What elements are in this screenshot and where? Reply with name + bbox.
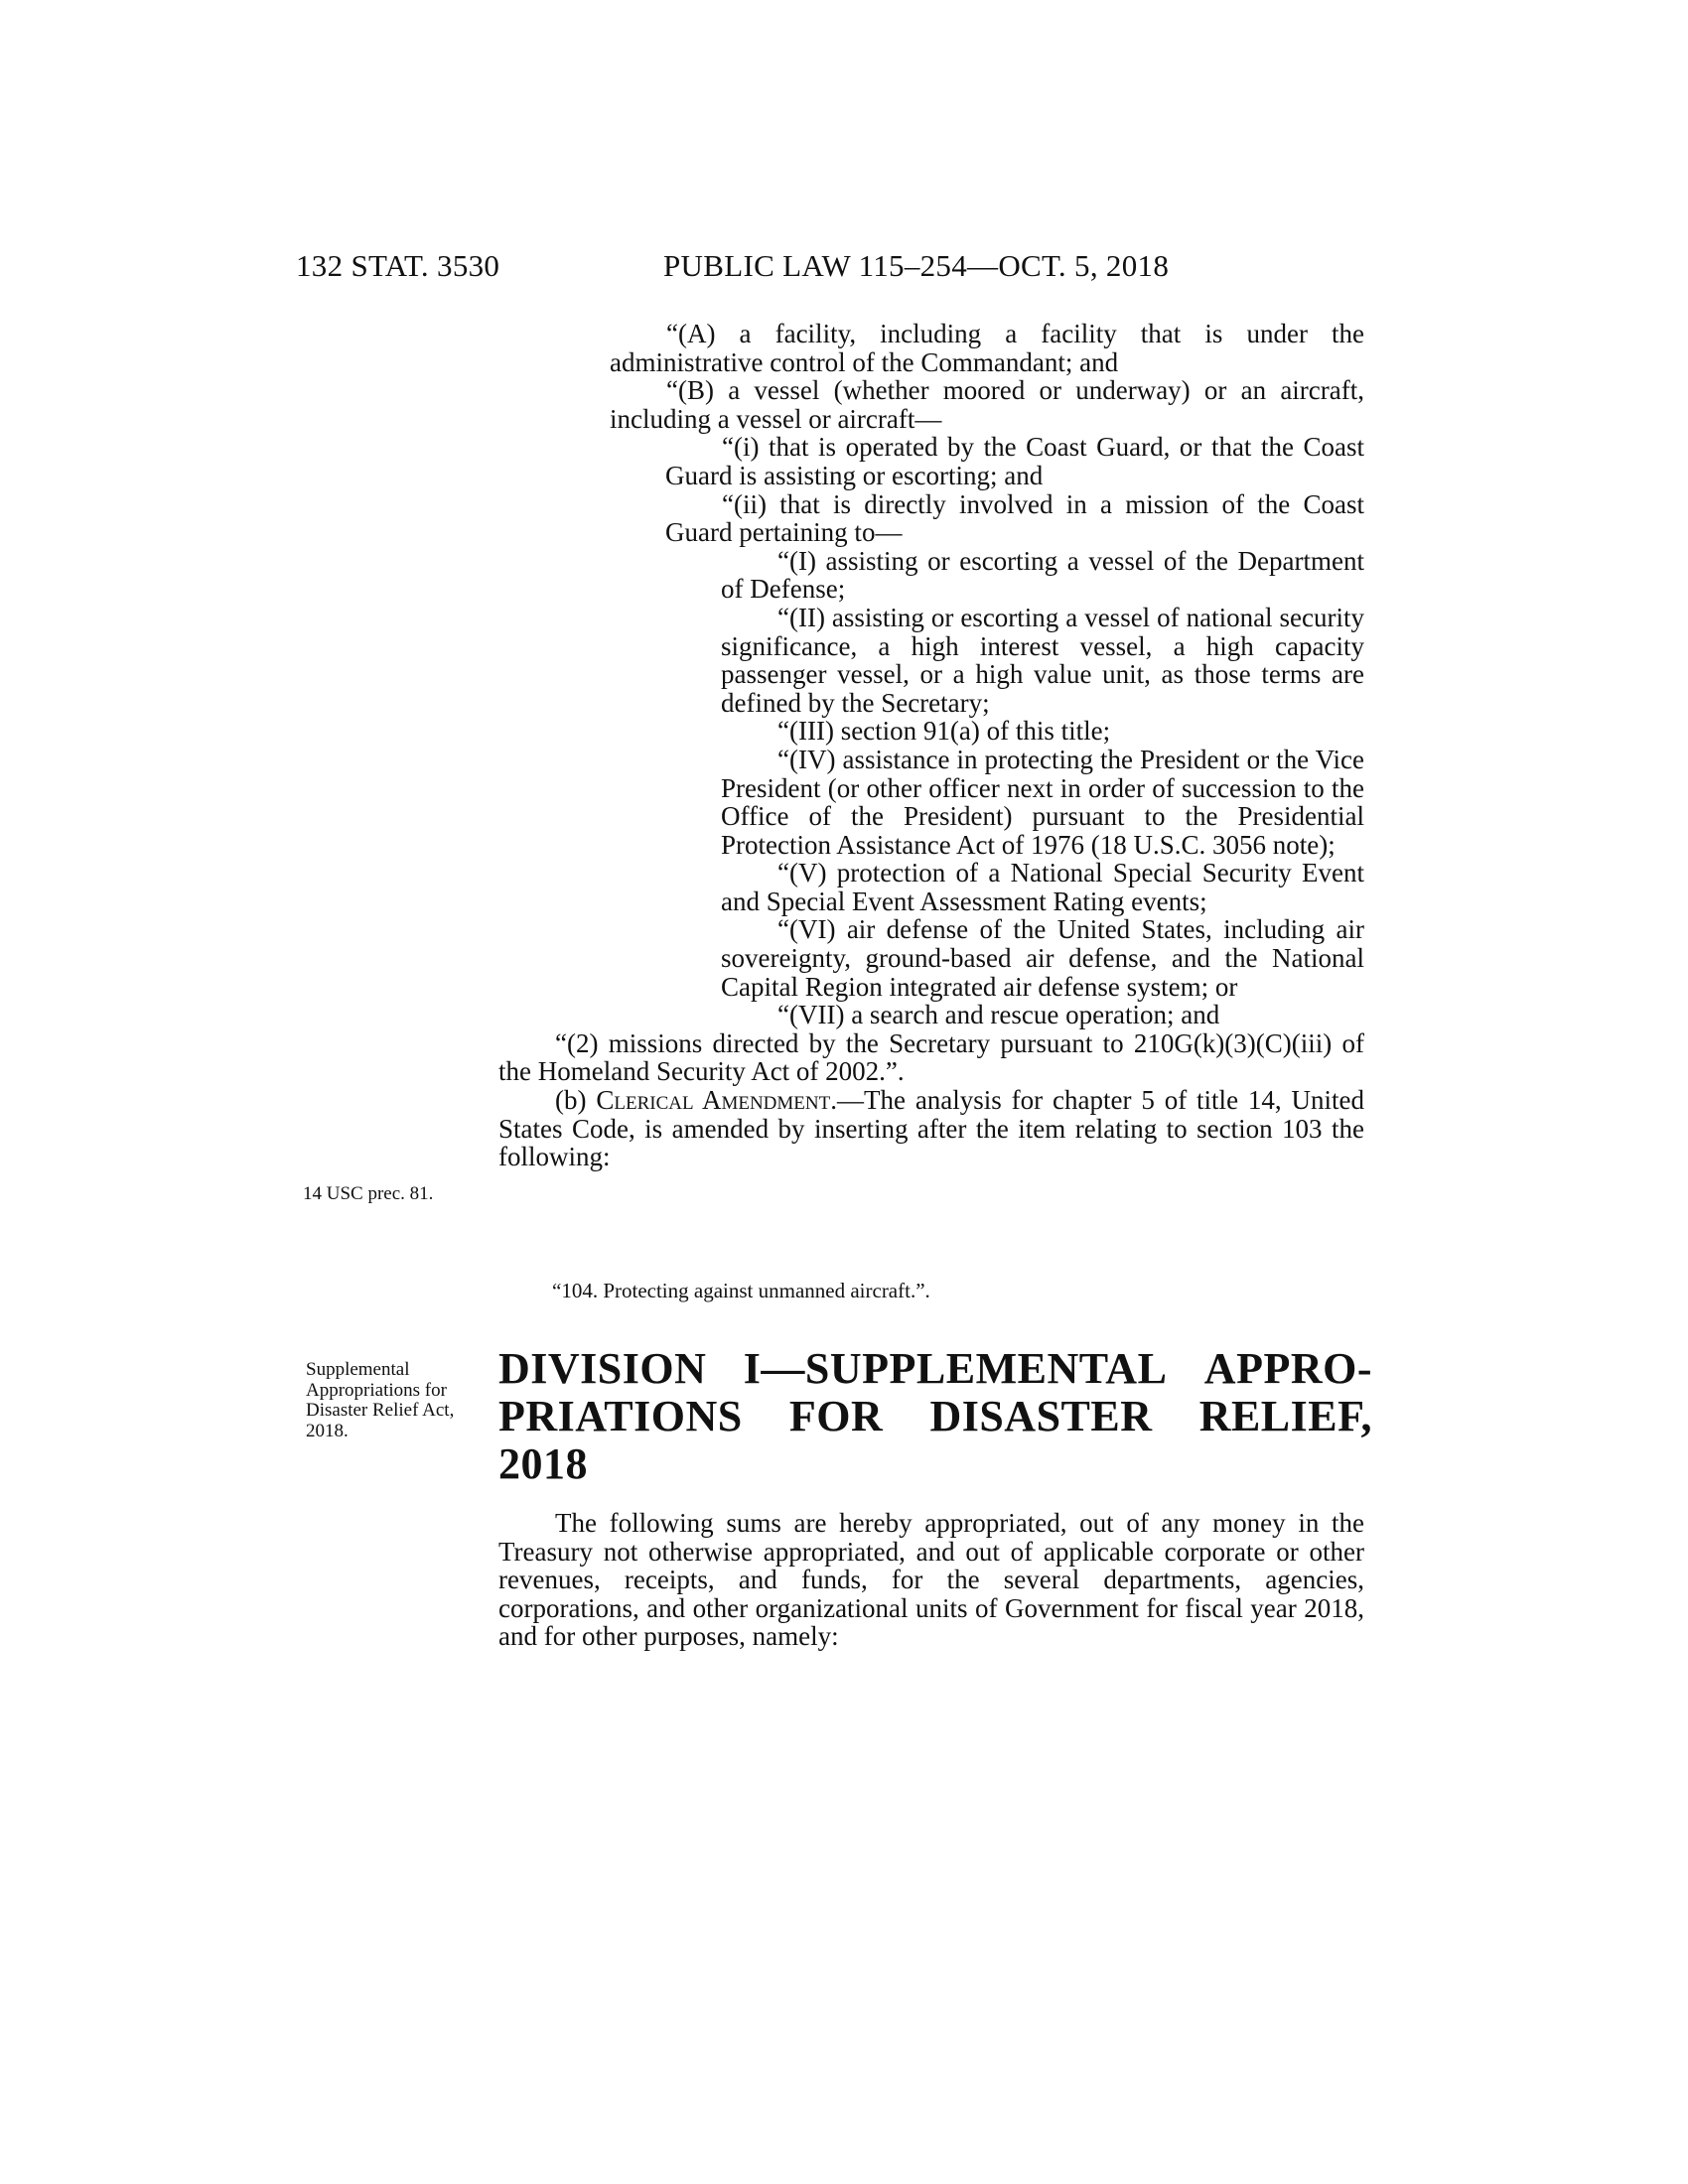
paragraph-II: “(II) assisting or escorting a vessel of national security significance, a high interest vessel, a high capacity passenger vessel, or a high value unit, as those terms are defined by the Secretary; xyxy=(721,602,1364,718)
division-word-4: PRIATIONS xyxy=(498,1392,743,1440)
paragraph-I: “(I) assisting or escorting a vessel of the Department of Defense; xyxy=(721,545,1364,605)
paragraph-A: “(A) a facility, including a facility that is under the administrative control of the Commandant; and xyxy=(610,319,1364,377)
paragraph-B: “(B) a vessel (whether moored or underway) or an aircraft, including a vessel or aircraft— xyxy=(610,375,1364,434)
division-word-5: FOR xyxy=(788,1392,884,1440)
paragraph-ii: “(ii) that is directly involved in a mission of the Coast Guard pertaining to— xyxy=(665,488,1364,548)
clerical-text: .—The analysis for chapter 5 of title 14, United States Code, is amended by inserting after the item relating to section 103 the following: xyxy=(498,1085,1365,1172)
division-word-6: DISASTER xyxy=(929,1392,1153,1440)
paragraph-VII: “(VII) a search and rescue operation; and xyxy=(777,1000,1220,1030)
table-of-contents-item: “104. Protecting against unmanned aircraft.”. xyxy=(552,1279,930,1302)
clerical-amendment xyxy=(498,1086,1364,1171)
paragraph-III: “(III) section 91(a) of this title; xyxy=(777,716,1111,747)
clerical-prefix: (b) xyxy=(555,1085,597,1116)
division-year: 2018 xyxy=(498,1439,588,1488)
division-word-1: DIVISION xyxy=(498,1344,707,1393)
division-word-7: RELIEF, xyxy=(1198,1392,1372,1440)
paragraph-2: “(2) missions directed by the Secretary pursuant to 210G(k)(3)(C)(iii) of the Homeland Security Act of 2002.”. xyxy=(498,1027,1364,1087)
paragraph-IV: “(IV) assistance in protecting the President or the Vice President (or other officer next in order of succession to the Office of the President) pursuant to the Presidential Protection Assistance Act of 1976 (18 U.S.C. 3056 note); xyxy=(721,744,1364,860)
statute-text-block xyxy=(498,319,1365,1172)
paragraph-V: “(V) protection of a National Special Security Event and Special Event Assessment Rating events; xyxy=(721,858,1364,916)
margin-note-usc: 14 USC prec. 81. xyxy=(303,1183,434,1204)
division-word-3: APPRO- xyxy=(1203,1344,1372,1393)
paragraph-VI: “(VI) air defense of the United States, including air sovereignty, ground-based air defense, and the National Capital Region integrated air defense system; or xyxy=(721,914,1364,1002)
clerical-heading: Clerical Amendment xyxy=(596,1085,831,1116)
stat-reference: 132 STAT. 3530 xyxy=(296,248,500,283)
public-law-header: PUBLIC LAW 115–254—OCT. 5, 2018 xyxy=(663,248,1170,283)
division-heading xyxy=(498,1345,1372,1488)
appropriation-paragraph: The following sums are hereby appropriated, out of any money in the Treasury not otherwise appropriated, and out of applicable corporate or other revenues, receipts, and funds, for the several departments, agencies, corporations, and other organizational units of Government for fiscal year 2018, and for other purposes, namely: xyxy=(498,1508,1364,1652)
paragraph-i: “(i) that is operated by the Coast Guard, or that the Coast Guard is assisting or escorting; and xyxy=(665,432,1364,490)
margin-note-act-title: Supplemental Appropriations for Disaster Relief Act, 2018. xyxy=(306,1359,455,1441)
division-word-2: I—SUPPLEMENTAL xyxy=(743,1344,1168,1393)
